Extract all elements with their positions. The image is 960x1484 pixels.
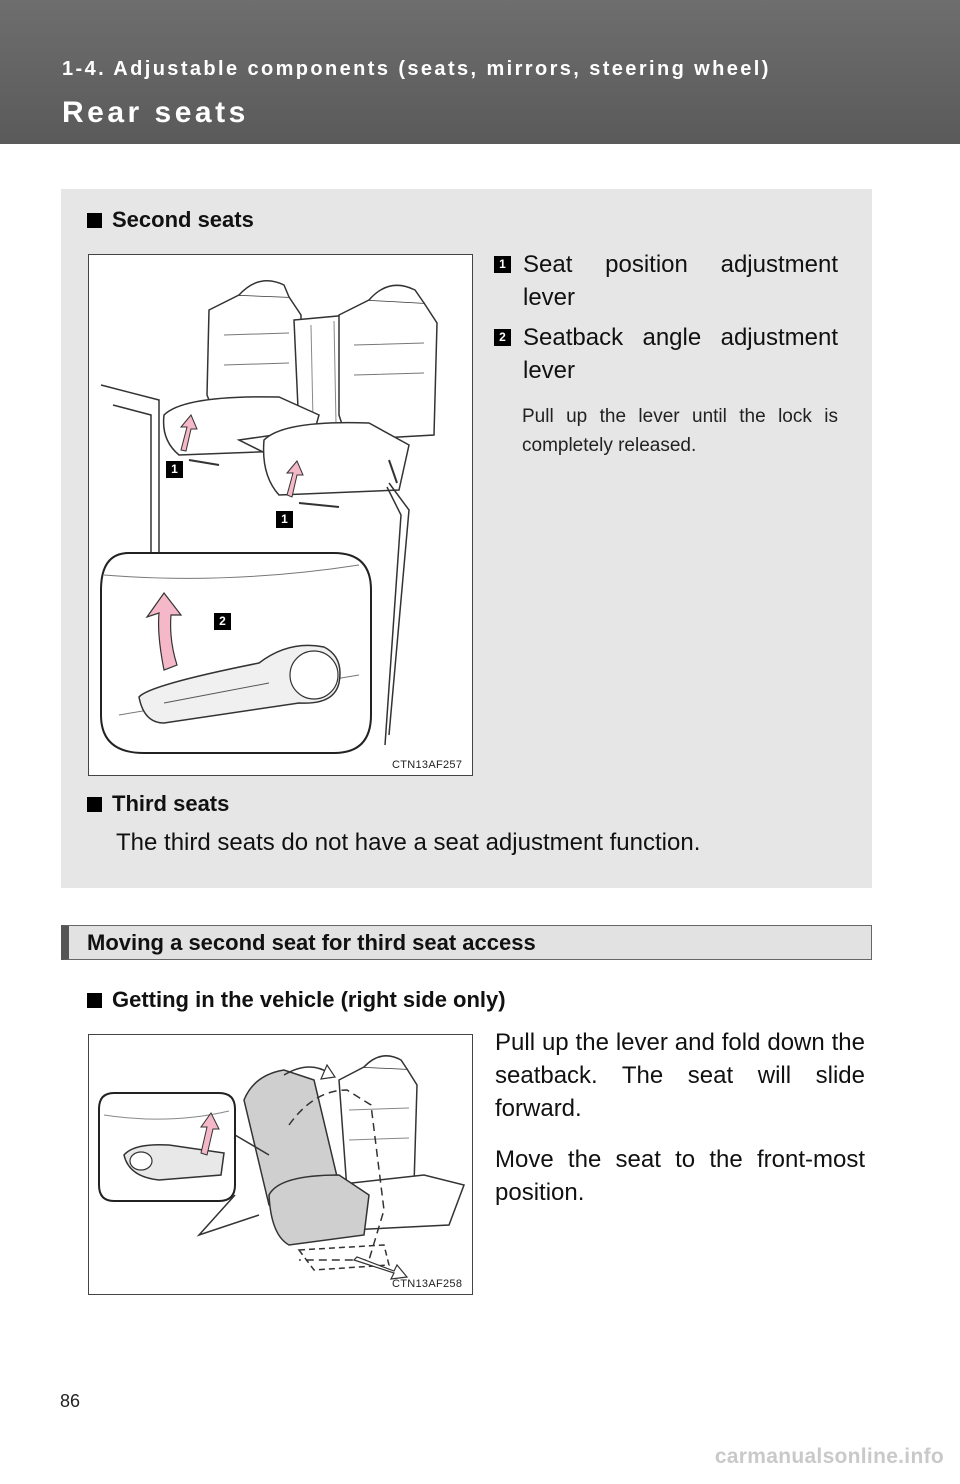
section-title: Moving a second seat for third seat access: [87, 930, 536, 955]
page-number: 86: [60, 1391, 81, 1411]
bullet-square-icon: [87, 213, 102, 228]
callout-1-lower: 1: [276, 511, 293, 528]
getting-in-heading-text: Getting in the vehicle (right side only): [112, 987, 506, 1012]
second-seats-heading: [87, 207, 254, 233]
page-title: Rear seats: [62, 96, 249, 129]
number-2-icon: 2: [494, 329, 511, 346]
section-title-bar: [61, 925, 872, 960]
paragraph-fold-seatback: Pull up the lever and fold down the seatback. The seat will slide forward.: [495, 1029, 865, 1122]
fold-seat-illustration: [89, 1035, 474, 1296]
list-item-text: Seatback angle adjustment lever: [523, 324, 838, 384]
second-seats-figure: [88, 254, 473, 776]
number-1-icon: 1: [494, 256, 511, 273]
fold-seat-figure: [88, 1034, 473, 1295]
second-seats-heading-text: Second seats: [112, 207, 254, 232]
callout-2: 2: [214, 613, 231, 630]
bullet-square-icon: [87, 797, 102, 812]
paragraph-move-seat: Move the seat to the front-most position.: [495, 1146, 865, 1206]
note-text: Pull up the lever until the lock is completely released.: [522, 406, 838, 456]
figure-code: CTN13AF258: [392, 1278, 463, 1290]
figure-code: CTN13AF257: [392, 759, 463, 771]
chapter-subtitle: 1-4. Adjustable components (seats, mirrors, steering wheel): [62, 58, 771, 80]
third-seats-heading-text: Third seats: [112, 791, 230, 816]
bullet-square-icon: [87, 993, 102, 1008]
list-item-seatback-angle: [494, 321, 838, 387]
third-seats-heading: [87, 791, 229, 817]
third-seats-text: The third seats do not have a seat adjustment function.: [116, 829, 701, 856]
callout-1-upper: 1: [166, 461, 183, 478]
list-item-text: Seat position adjustment lever: [523, 251, 838, 311]
list-item-seat-position: [494, 248, 838, 314]
page-header: [0, 0, 960, 144]
getting-in-heading: [87, 987, 506, 1013]
watermark: carmanualsonline.info: [714, 1445, 944, 1468]
